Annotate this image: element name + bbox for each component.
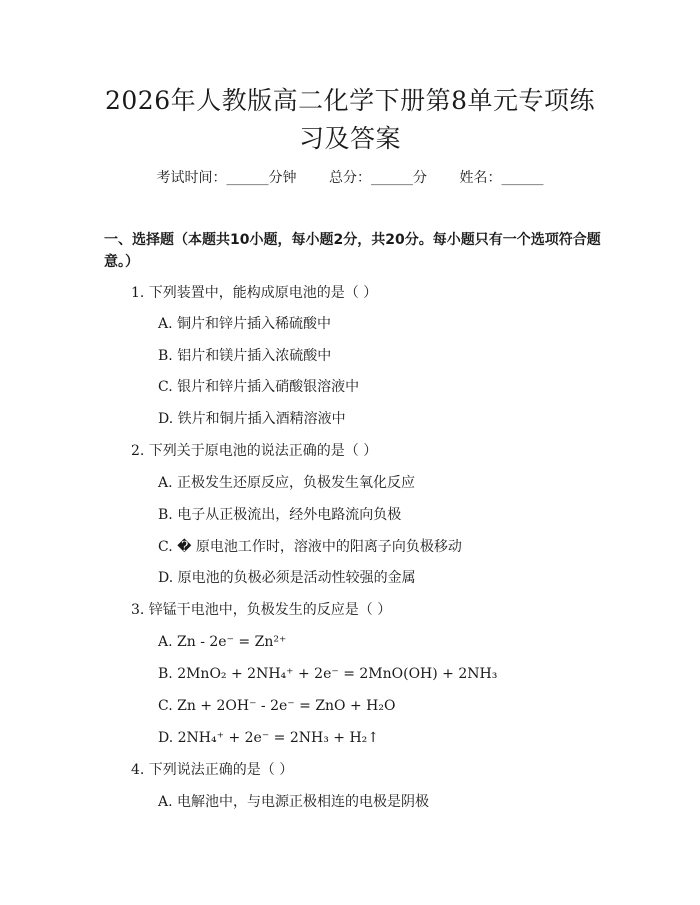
exam-info-row [0, 168, 700, 188]
document-title-line-2: 习及答案 [298, 124, 401, 153]
question-option: A. 铜片和锌片插入稀硫酸中 [158, 316, 332, 332]
question-stem: 3. 锌锰干电池中，负极发生的反应是（ ） [131, 602, 392, 618]
question-option: B. 电子从正极流出，经外电路流向负极 [158, 507, 402, 523]
question-option: D. 铁片和铜片插入酒精溶液中 [158, 411, 346, 427]
question-option: A. Zn - 2e⁻ = Zn²⁺ [158, 634, 287, 650]
question-option: B. 2MnO₂ + 2NH₄⁺ + 2e⁻ = 2MnO(OH) + 2NH₃ [158, 666, 498, 682]
total-score-label: 总分：______分 [329, 170, 427, 186]
question-stem: 1. 下列装置中，能构成原电池的是（ ） [131, 285, 378, 301]
question-option: C. � 原电池工作时，溶液中的阳离子向负极移动 [158, 539, 462, 555]
question-option: A. 电解池中，与电源正极相连的电极是阴极 [158, 794, 430, 810]
document-title-line-1: 2026年人教版高二化学下册第8单元专项练 [104, 86, 596, 115]
section-heading: 一、选择题（本题共10小题，每小题2分，共20分。每小题只有一个选项符合题意。） [104, 232, 601, 270]
question-stem: 2. 下列关于原电池的说法正确的是（ ） [131, 443, 378, 459]
question-option: D. 2NH₄⁺ + 2e⁻ = 2NH₃ + H₂↑ [158, 730, 379, 746]
question-option: C. 银片和锌片插入硝酸银溶液中 [158, 379, 360, 395]
question-option: D. 原电池的负极必须是活动性较强的金属 [158, 570, 416, 586]
student-name-label: 姓名：______ [459, 170, 544, 186]
question-option: A. 正极发生还原反应，负极发生氧化反应 [158, 475, 416, 491]
exam-time-label: 考试时间：______分钟 [156, 170, 297, 186]
question-option: B. 铝片和镁片插入浓硫酸中 [158, 348, 332, 364]
question-stem: 4. 下列说法正确的是（ ） [131, 762, 294, 778]
question-option: C. Zn + 2OH⁻ - 2e⁻ = ZnO + H₂O [158, 698, 396, 714]
